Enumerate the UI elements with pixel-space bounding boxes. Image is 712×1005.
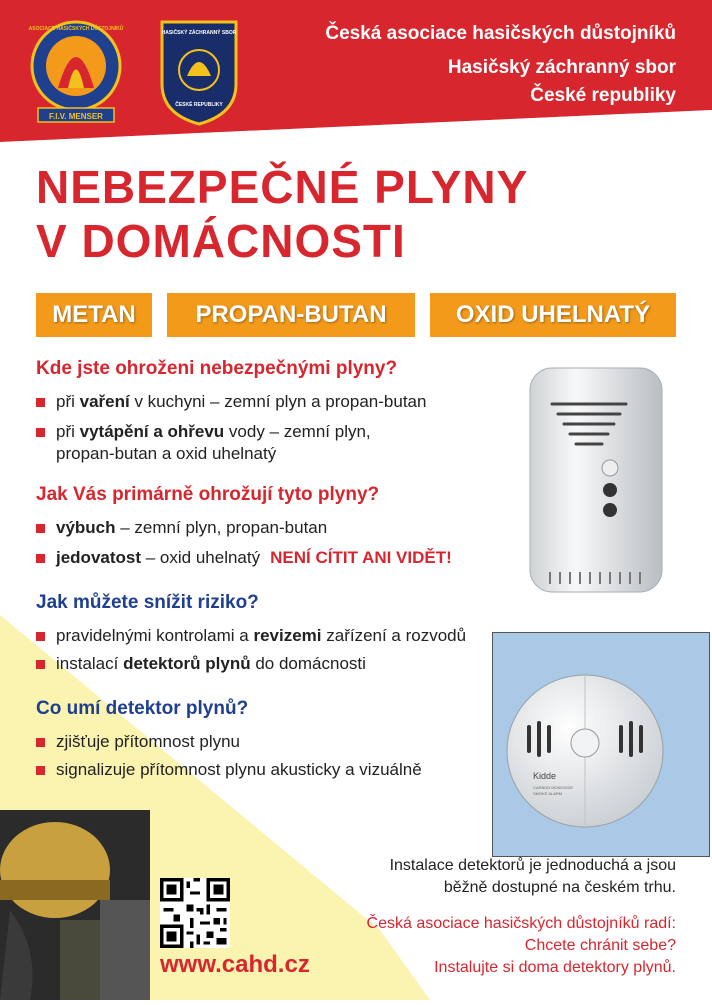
title-line-1: NEBEZPEČNÉ PLYNY <box>36 161 529 213</box>
org-line-2: Hasičský záchranný sbor <box>447 57 676 78</box>
section2-heading: Jak Vás primárně ohrožují tyto plyny? <box>36 484 380 505</box>
gas-chip-metan: METAN <box>36 293 152 337</box>
cahd-logo <box>28 16 124 128</box>
bullet-square <box>36 554 45 563</box>
logo1-ribbon-text: F.I.V. MENSER <box>49 112 103 121</box>
section1-heading: Kde jste ohroženi nebezpečnými plyny? <box>36 358 398 379</box>
org-line-3: České republiky <box>530 85 676 106</box>
gas-chip-oxid-uhelnaty: OXID UHELNATÝ <box>430 293 676 337</box>
firefighter-photo <box>0 810 150 1000</box>
bullet-square <box>36 398 45 407</box>
org-line-1: Česká asociace hasičských důstojníků <box>325 23 676 44</box>
hzs-logo <box>158 18 240 126</box>
bullet-square <box>36 632 45 641</box>
qr-code[interactable] <box>160 878 230 948</box>
co-small-1: CARBON MONOXIDE <box>533 785 574 790</box>
organization-names <box>325 20 676 110</box>
co-detector-image <box>492 632 710 857</box>
title-line-2: V DOMÁCNOSTI <box>36 215 406 267</box>
advice-line-1: Česká asociace hasičských důstojníků radí: <box>366 915 676 932</box>
logo2-bottom-text: ČESKÉ REPUBLIKY <box>175 102 223 108</box>
section4-heading: Co umí detektor plynů? <box>36 698 249 719</box>
co-small-2: SMOKE ALARM <box>533 791 563 796</box>
website-link[interactable]: www.cahd.cz <box>160 951 310 978</box>
gas-detector-image <box>522 362 670 598</box>
logo2-top-text: HASIČSKÝ ZÁCHRANNÝ SBOR <box>161 30 237 36</box>
install-note <box>390 855 676 899</box>
bullet-square <box>36 766 45 775</box>
install-line-2: běžně dostupné na českém trhu. <box>443 879 676 896</box>
logo1-ring-text: ASOCIACE HASIČSKÝCH DŮSTOJNÍKŮ <box>28 26 124 32</box>
section3-heading: Jak můžete snížit riziko? <box>36 592 259 613</box>
co-brand: Kidde <box>533 771 557 781</box>
gas-chip-propan-butan: PROPAN-BUTAN <box>167 293 415 337</box>
bullet-square <box>36 738 45 747</box>
advice-line-2: Chcete chránit sebe? <box>524 937 676 954</box>
advice-line-3: Instalujte si doma detektory plynů. <box>434 959 676 976</box>
bullet-square <box>36 428 45 437</box>
advice-note <box>367 913 676 979</box>
bullet-square <box>36 660 45 669</box>
page-title <box>36 160 528 268</box>
warning-text: NENÍ CÍTIT ANI VIDĚT! <box>270 548 452 567</box>
install-line-1: Instalace detektorů je jednoduchá a jsou <box>389 857 676 874</box>
bullet-square <box>36 524 45 533</box>
